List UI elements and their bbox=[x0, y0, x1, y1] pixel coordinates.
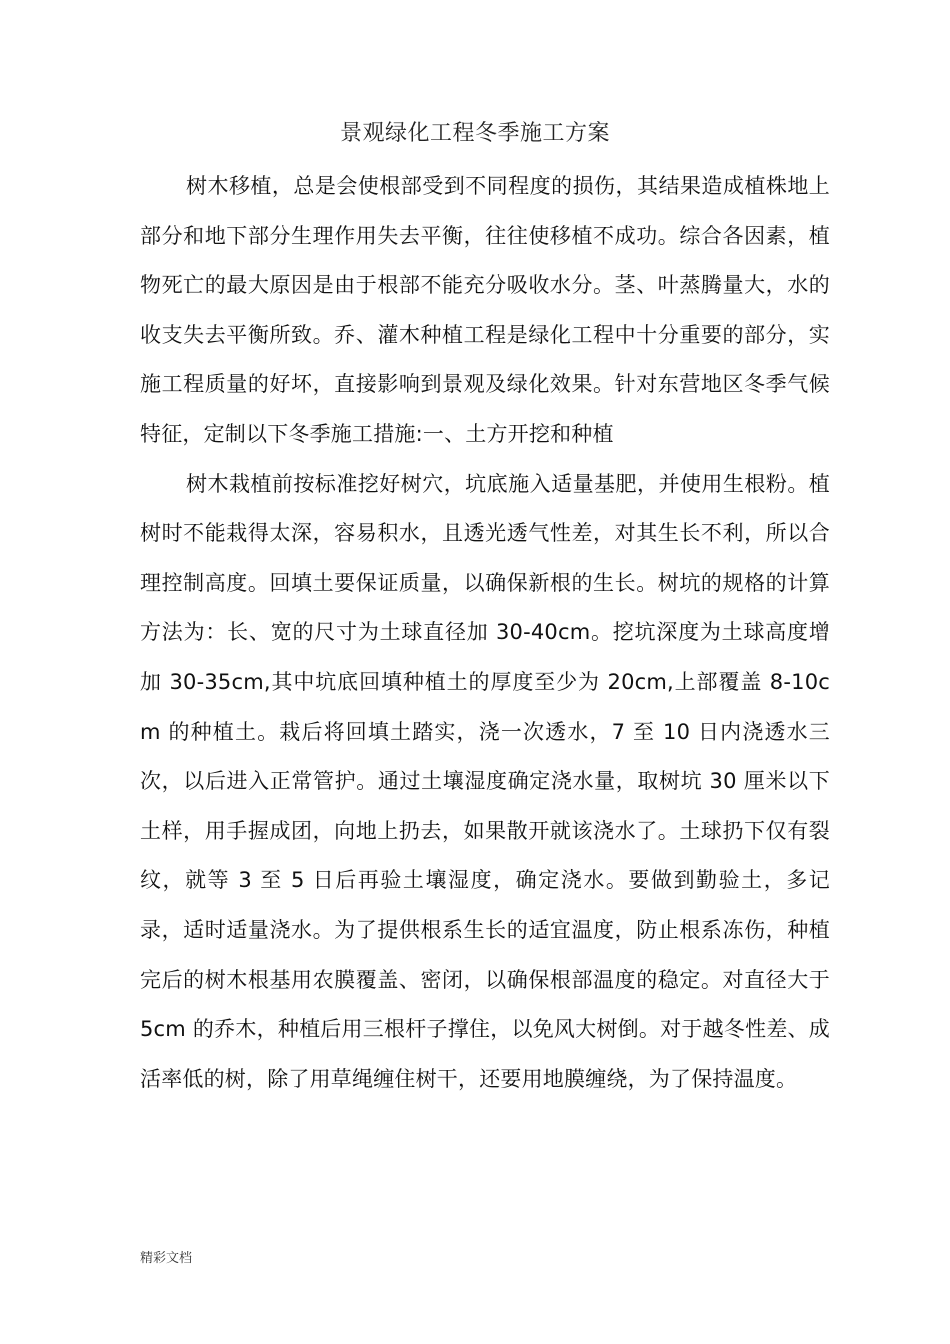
page-footer: 精彩文档 bbox=[140, 1251, 193, 1266]
document-body bbox=[140, 162, 830, 1104]
paragraph-2: 树木栽植前按标准挖好树穴，坑底施入适量基肥，并使用生根粉。植树时不能栽得太深，容易积水，且透光透气性差，对其生长不利，所以合理控制高度。回填土要保证质量，以确保新根的生长。树坑的规格的计算方法为：长、宽的尺寸为土球直径加 30-40cm。挖坑深度为土球高度增加 30-35cm,其中坑底回填种植土的厚度至少为 20cm,上部覆盖 8-10cm 的种植土。栽后将回填土踏实，浇一次透水，7 至 10 日内浇透水三次，以后进入正常管护。通过土壤湿度确定浇水量，取树坑 30 厘米以下土样，用手握成团，向地上扔去，如果散开就该浇水了。土球扔下仅有裂纹，就等 3 至 5 日后再验土壤湿度，确定浇水。要做到勤验土，多记录，适时适量浇水。为了提供根系生长的适宜温度，防止根系冻伤，种植完后的树木根基用农膜覆盖、密闭，以确保根部温度的稳定。对直径大于 5cm 的乔木，种植后用三根杆子撑住，以免风大树倒。对于越冬性差、成活率低的树，除了用草绳缠住树干，还要用地膜缠绕，为了保持温度。 bbox=[140, 471, 830, 1091]
paragraph-1: 树木移植，总是会使根部受到不同程度的损伤，其结果造成植株地上部分和地下部分生理作用失去平衡，往往使移植不成功。综合各因素，植物死亡的最大原因是由于根部不能充分吸收水分。茎、叶蒸腾量大，水的收支失去平衡所致。乔、灌木种植工程是绿化工程中十分重要的部分，实施工程质量的好坏，直接影响到景观及绿化效果。针对东营地区冬季气候特征，定制以下冬季施工措施:一、土方开挖和种植 bbox=[140, 174, 830, 446]
document-title: 景观绿化工程冬季施工方案 bbox=[339, 121, 610, 146]
